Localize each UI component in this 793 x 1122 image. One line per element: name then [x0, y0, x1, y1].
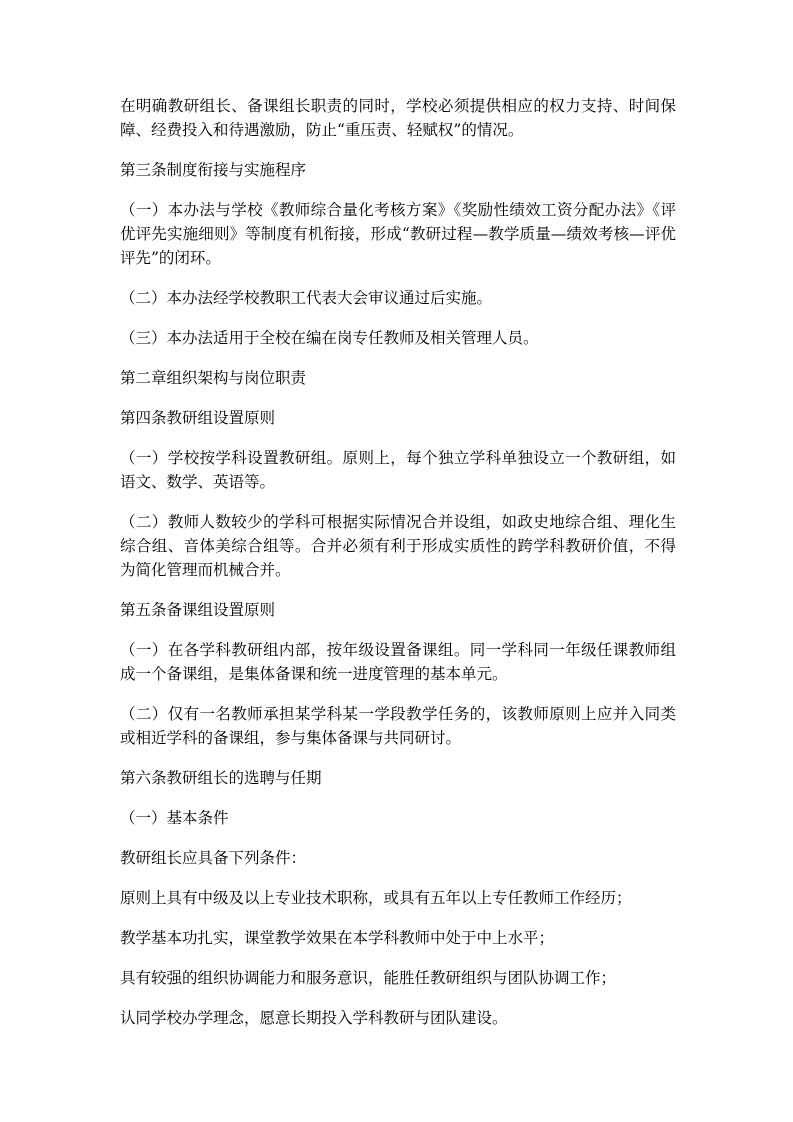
article-4-heading: 第四条教研组设置原则: [120, 409, 276, 427]
article-5-item-1: （一）在各学科教研组内部，按年级设置备课组。同一学科同一年级任课教师组成一个备课组，是集体备课和统一进度管理的基本单元。: [120, 641, 676, 683]
condition-teaching-skill: 教学基本功扎实，课堂教学效果在本学科教师中处于中上水平；: [120, 929, 555, 947]
condition-commitment: 认同学校办学理念，愿意长期投入学科教研与团队建设。: [120, 1009, 508, 1027]
article-4-item-2: （二）教师人数较少的学科可根据实际情况合并设组，如政史地综合组、理化生综合组、音体美综合组等。合并必须有利于形成实质性的跨学科教研价值，不得为简化管理而机械合并。: [120, 513, 676, 579]
article-5-heading: 第五条备课组设置原则: [120, 601, 276, 619]
chapter-2-heading: 第二章组织架构与岗位职责: [120, 369, 307, 387]
article-3-item-3: （三）本办法适用于全校在编在岗专任教师及相关管理人员。: [120, 329, 539, 347]
article-3-item-1: （一）本办法与学校《教师综合量化考核方案》《奖励性绩效工资分配办法》《评优评先实施细则》等制度有机衔接，形成“教研过程—教学质量—绩效考核—评优评先”的闭环。: [120, 201, 676, 267]
article-5-item-2: （二）仅有一名教师承担某学科某一学段教学任务的，该教师原则上应并入同类或相近学科的备课组，参与集体备课与共同研讨。: [120, 705, 676, 747]
article-3-heading: 第三条制度衔接与实施程序: [120, 161, 307, 179]
article-4-item-1: （一）学校按学科设置教研组。原则上，每个独立学科单独设立一个教研组，如语文、数学、英语等。: [120, 449, 676, 491]
article-3-item-2: （二）本办法经学校教职工代表大会审议通过后实施。: [120, 289, 493, 307]
paragraph-support-guarantee: 在明确教研组长、备课组长职责的同时，学校必须提供相应的权力支持、时间保障、经费投入和待遇激励，防止“重压责、轻赋权”的情况。: [120, 97, 676, 139]
document-body: [120, 94, 676, 1046]
article-6-heading: 第六条教研组长的选聘与任期: [120, 769, 322, 787]
condition-coordination: 具有较强的组织协调能力和服务意识，能胜任教研组织与团队协调工作；: [120, 969, 617, 987]
article-6-subheading-basic-conditions: （一）基本条件: [120, 809, 229, 827]
conditions-intro: 教研组长应具备下列条件：: [120, 849, 307, 867]
condition-title-experience: 原则上具有中级及以上专业技术职称，或具有五年以上专任教师工作经历；: [120, 889, 632, 907]
